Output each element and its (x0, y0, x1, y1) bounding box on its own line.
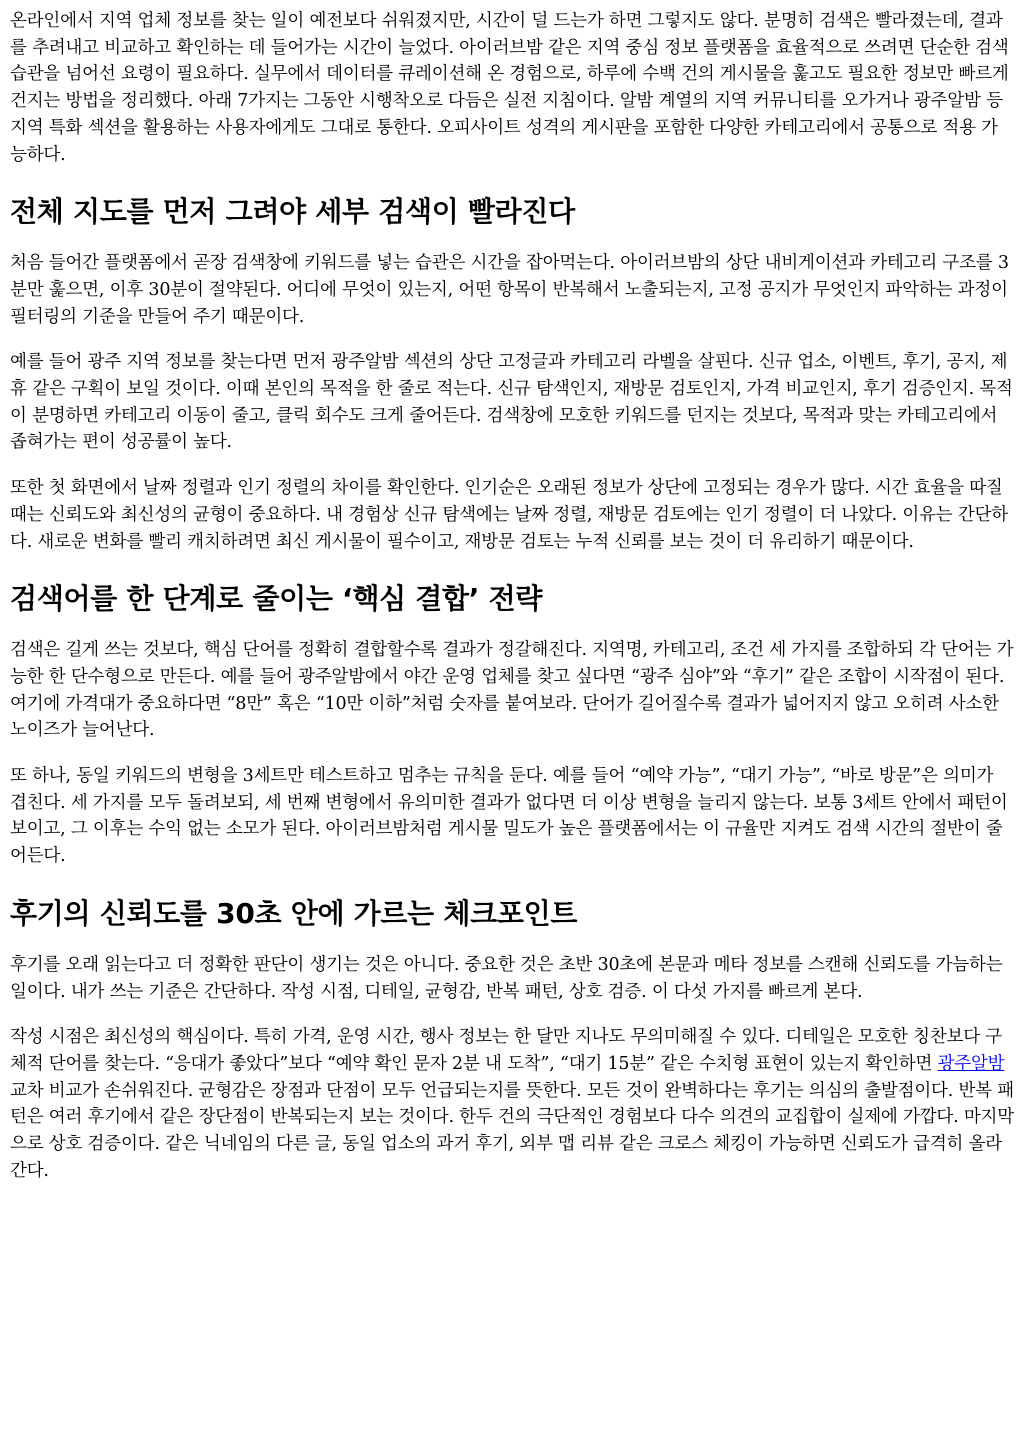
paragraph-text-after-link: 교차 비교가 손쉬워진다. 균형감은 장점과 단점이 모두 언급되는지를 뜻한다. 모든 것이 완벽하다는 후기는 의심의 출발점이다. 반복 패턴은 여러 후기에서 같은 장단점이 반복되는지 보는 것이다. 한두 건의 극단적인 경험보다 다수 의견의 교집합이 실제에 가깝다. 마지막으로 상호 검증이다. 같은 닉네임의 다른 글, 동일 업소의 과거 후기, 외부 맵 리뷰 같은 크로스 체킹이 가능하면 신뢰도가 급격히 올라간다. (10, 1080, 1014, 1181)
section-heading-keyword-combination: 검색어를 한 단계로 줄이는 ‘핵심 결합’ 전략 (10, 582, 543, 616)
body-paragraph: 처음 들어간 플랫폼에서 곧장 검색창에 키워드를 넣는 습관은 시간을 잡아먹는다. 아이러브밤의 상단 내비게이션과 카테고리 구조를 3분만 훑으면, 이후 30분이 절약된다. 어디에 무엇이 있는지, 어떤 항목이 반복해서 노출되는지, 고정 공지가 무엇인지 파악하는 과정이 필터링의 기준을 만들어 주기 때문이다. (10, 253, 1009, 327)
body-paragraph: 후기를 오래 읽는다고 더 정확한 판단이 생기는 것은 아니다. 중요한 것은 초반 30초에 본문과 메타 정보를 스캔해 신뢰도를 가늠하는 일이다. 내가 쓰는 기준은 간단하다. 작성 시점, 디테일, 균형감, 반복 패턴, 상호 검증. 이 다섯 가지를 빠르게 본다. (10, 954, 1003, 1002)
intro-paragraph: 온라인에서 지역 업체 정보를 찾는 일이 예전보다 쉬워졌지만, 시간이 덜 드는가 하면 그렇지도 않다. 분명히 검색은 빨라졌는데, 결과를 추려내고 비교하고 확인하는 데 들어가는 시간이 늘었다. 아이러브밤 같은 지역 중심 정보 플랫폼을 효율적으로 쓰려면 단순한 검색 습관을 넘어선 요령이 필요하다. 실무에서 데이터를 큐레이션해 온 경험으로, 하루에 수백 건의 게시물을 훑고도 필요한 정보만 빠르게 건지는 방법을 정리했다. 아래 7가지는 그동안 시행착오로 다듬은 실전 지침이다. 알밤 계열의 지역 커뮤니티를 오가거나 광주알밤 등 지역 특화 섹션을 활용하는 사용자에게도 그대로 통한다. 오피사이트 성격의 게시판을 포함한 다양한 카테고리에서 공통으로 적용 가능하다. (10, 11, 1009, 165)
gwangju-albam-link[interactable]: 광주알밤 (937, 1053, 1005, 1074)
body-paragraph-with-link (10, 1024, 1014, 1184)
body-paragraph: 또한 첫 화면에서 날짜 정렬과 인기 정렬의 차이를 확인한다. 인기순은 오래된 정보가 상단에 고정되는 경우가 많다. 시간 효율을 따질 때는 신뢰도와 최신성의 균형이 중요하다. 내 경험상 신규 탐색에는 날짜 정렬, 재방문 검토에는 인기 정렬이 더 나았다. 이유는 간단하다. 새로운 변화를 빨리 캐치하려면 최신 게시물이 필수이고, 재방문 검토는 누적 신뢰를 보는 것이 더 유리하기 때문이다. (10, 478, 1008, 552)
article (10, 8, 1014, 1204)
section-heading-review-checkpoints: 후기의 신뢰도를 30초 안에 가르는 체크포인트 (10, 896, 578, 930)
paragraph-text-before-link: 작성 시점은 최신성의 핵심이다. 특히 가격, 운영 시간, 행사 정보는 한 달만 지나도 무의미해질 수 있다. 디테일은 모호한 칭찬보다 구체적 단어를 찾는다. “응대가 좋았다”보다 “예약 확인 문자 2분 내 도착”, “대기 15분” 같은 수치형 표현이 있는지 확인하면 (10, 1027, 1002, 1074)
body-paragraph: 검색은 길게 쓰는 것보다, 핵심 단어를 정확히 결합할수록 결과가 정갈해진다. 지역명, 카테고리, 조건 세 가지를 조합하되 각 단어는 가능한 한 단수형으로 만든다. 예를 들어 광주알밤에서 야간 운영 업체를 찾고 싶다면 “광주 심야”와 “후기” 같은 조합이 시작점이 된다. 여기에 가격대가 중요하다면 “8만” 혹은 “10만 이하”처럼 숫자를 붙여보라. 단어가 길어질수록 결과가 넓어지지 않고 오히려 사소한 노이즈가 늘어난다. (10, 640, 1014, 741)
body-paragraph: 예를 들어 광주 지역 정보를 찾는다면 먼저 광주알밤 섹션의 상단 고정글과 카테고리 라벨을 살핀다. 신규 업소, 이벤트, 후기, 공지, 제휴 같은 구획이 보일 것이다. 이때 본인의 목적을 한 줄로 적는다. 신규 탐색인지, 재방문 검토인지, 가격 비교인지, 후기 검증인지. 목적이 분명하면 카테고리 이동이 줄고, 클릭 회수도 크게 줄어든다. 검색창에 모호한 키워드를 던지는 것보다, 목적과 맞는 카테고리에서 좁혀가는 편이 성공률이 높다. (10, 352, 1013, 453)
body-paragraph: 또 하나, 동일 키워드의 변형을 3세트만 테스트하고 멈추는 규칙을 둔다. 예를 들어 “예약 가능”, “대기 가능”, “바로 방문”은 의미가 겹친다. 세 가지를 모두 돌려보되, 세 번째 변형에서 유의미한 결과가 없다면 더 이상 변형을 늘리지 않는다. 보통 3세트 안에서 패턴이 보이고, 그 이후는 수익 없는 소모가 된다. 아이러브밤처럼 게시물 밀도가 높은 플랫폼에서는 이 규율만 지켜도 검색 시간의 절반이 줄어든다. (10, 766, 1008, 867)
section-heading-overview-map: 전체 지도를 먼저 그려야 세부 검색이 빨라진다 (10, 195, 575, 229)
